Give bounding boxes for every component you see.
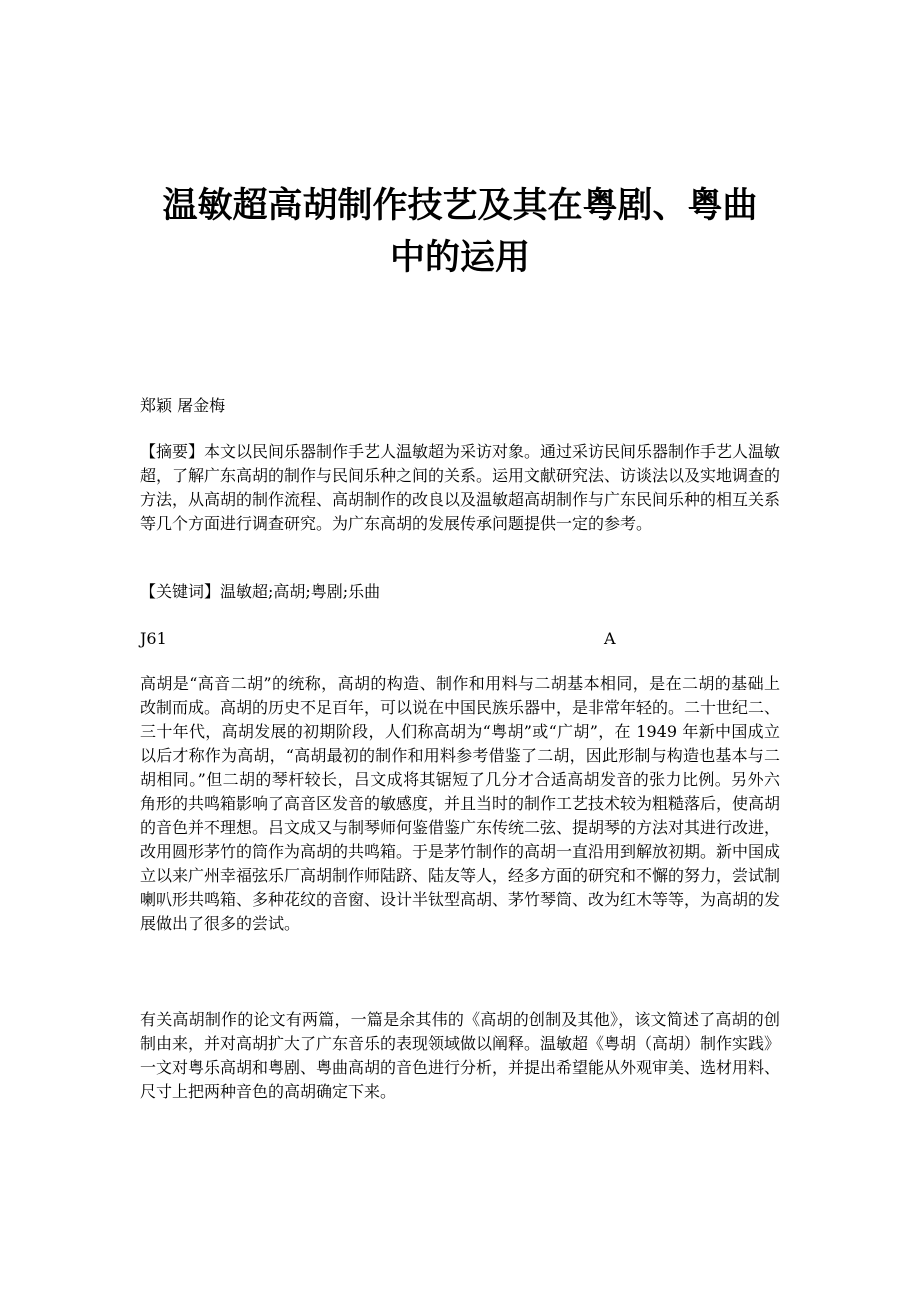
authors: 郑颖 屠金梅 — [140, 396, 226, 415]
paper-title — [120, 180, 800, 284]
paper-title-line-1: 温敏超高胡制作技艺及其在粤剧、粤曲 — [162, 185, 758, 226]
abstract: 【摘要】本文以民间乐器制作手艺人温敏超为采访对象。通过采访民间乐器制作手艺人温敏超，了解广东高胡的制作与民间乐种之间的关系。运用文献研究法、访谈法以及实地调查的方法，从高胡的制作流程、高胡制作的改良以及温敏超高胡制作与广东民间乐种的相互关系等几个方面进行调查研究。为广东高胡的发展传承问题提供一定的参考。 — [140, 442, 781, 533]
classification-code: J61 — [140, 629, 167, 648]
body-paragraph-2: 有关高胡制作的论文有两篇，一篇是余其伟的《高胡的创制及其他》，该文简述了高胡的创制由来，并对高胡扩大了广东音乐的表现领域做以阐释。温敏超《粤胡（高胡）制作实践》一文对粤乐高胡和粤剧、粤曲高胡的音色进行分析，并提出希望能从外观审美、选材用料、尺寸上把两种音色的高胡确定下来。 — [140, 1010, 781, 1101]
keywords: 【关键词】温敏超;高胡;粤剧;乐曲 — [140, 582, 381, 601]
body-paragraph-1: 高胡是“高音二胡”的统称，高胡的构造、制作和用料与二胡基本相同，是在二胡的基础上改制而成。高胡的历史不足百年，可以说在中国民族乐器中，是非常年轻的。二十世纪二、三十年代，高胡发展的初期阶段，人们称高胡为“粤胡”或“广胡”，在 1949 年新中国成立以后才称作为高胡，“高胡最初的制作和用料参考借鉴了二胡，因此形制与构造也基本与二胡相同。”但二胡的琴杆较长，吕文成将其锯短了几分才合适高胡发音的张力比例。另外六角形的共鸣箱影响了高音区发音的敏感度，并且当时的制作工艺技术较为粗糙落后，使高胡的音色并不理想。吕文成又与制琴师何鉴借鉴广东传统二弦、提胡琴的方法对其进行改进，改用圆形茅竹的筒作为高胡的共鸣箱。于是茅竹制作的高胡一直沿用到解放初期。新中国成立以来广州幸福弦乐厂高胡制作师陆跻、陆友等人，经多方面的研究和不懈的努力，尝试制喇叭形共鸣箱、多种花纹的音窗、设计半钛型高胡、茅竹琴筒、改为红木等等，为高胡的发展做出了很多的尝试。 — [140, 674, 781, 933]
paper-title-line-2: 中的运用 — [389, 237, 530, 278]
document-code: A — [604, 629, 616, 648]
